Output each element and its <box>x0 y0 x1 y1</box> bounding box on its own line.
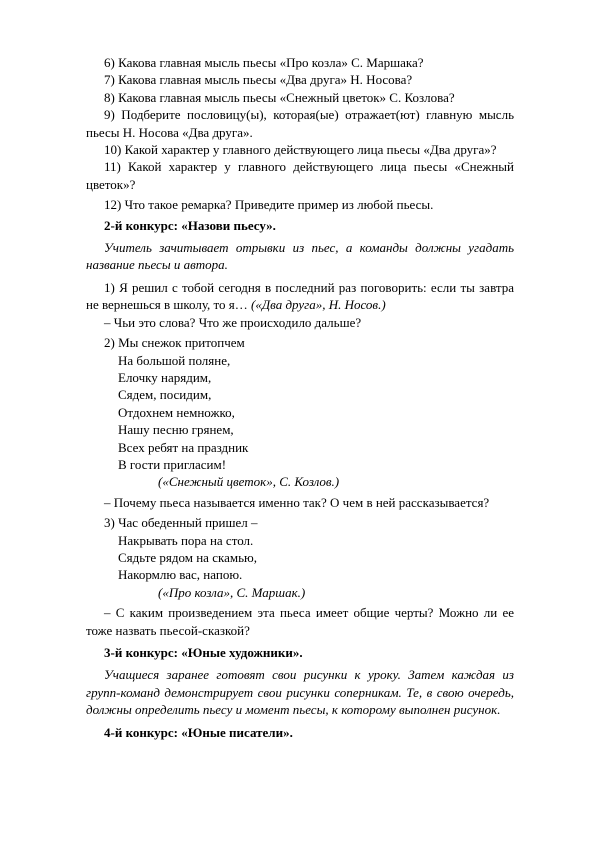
poem-line: Отдохнем немножко, <box>118 404 235 420</box>
excerpt-2-first-line: 2) Мы снежок притопчем <box>104 335 245 351</box>
question-7: 7) Какова главная мысль пьесы «Два друга» Н. Носова? <box>104 72 413 88</box>
excerpt-1-source: («Два друга», Н. Носов.) <box>251 297 386 313</box>
question-9: 9) Подберите пословицу(ы), которая(ые) отражает(ют) главную мысль пьесы Н. Носова «Два друга». <box>86 107 514 140</box>
contest-3-instruction: Учащиеся заранее готовят свои рисунки к уроку. Затем каждая из групп-команд демонстрирует свои рисунки соперникам. Те, в свою очередь, должны определить пьесу и момент пьесы, к которому выполнен рисунок. <box>86 667 514 718</box>
document-body <box>86 54 514 741</box>
poem-line: Накормлю вас, напою. <box>118 567 243 583</box>
contest-2-instruction: Учитель зачитывает отрывки из пьес, а команды должны угадать название пьесы и автора. <box>86 240 514 273</box>
question-6: 6) Какова главная мысль пьесы «Про козла» С. Маршака? <box>104 55 424 70</box>
poem-line: Нашу песню грянем, <box>118 422 234 438</box>
question-10: 10) Какой характер у главного действующего лица пьесы «Два друга»? <box>104 142 497 158</box>
excerpt-3-poem <box>86 532 514 584</box>
poem-line: Накрывать пора на стол. <box>118 532 254 548</box>
excerpt-3-source: («Про козла», С. Маршак.) <box>158 584 306 600</box>
excerpt-3-question: – С каким произведением эта пьеса имеет общие черты? Можно ли ее тоже назвать пьесой-сказкой? <box>86 605 514 638</box>
contest-4-heading: 4-й конкурс: «Юные писатели». <box>104 724 293 740</box>
poem-line: Сядьте рядом на скамью, <box>118 549 257 565</box>
poem-line: Всех ребят на праздник <box>118 439 249 455</box>
excerpt-2-question: – Почему пьеса называется именно так? О чем в ней рассказывается? <box>104 494 490 510</box>
poem-line: В гости пригласим! <box>118 456 227 472</box>
excerpt-1-text: 1) Я решил с тобой сегодня в последний раз поговорить: если ты завтра не вернешься в школу, то я… <box>86 279 514 313</box>
poem-line: На большой поляне, <box>118 352 231 368</box>
excerpt-1 <box>86 279 514 314</box>
excerpt-1-question: – Чьи это слова? Что же происходило дальше? <box>104 314 362 330</box>
contest-2-heading: 2-й конкурс: «Назови пьесу». <box>104 217 276 233</box>
question-12: 12) Что такое ремарка? Приведите пример из любой пьесы. <box>104 197 434 213</box>
poem-line: Сядем, посидим, <box>118 387 212 403</box>
excerpt-2-poem <box>86 352 514 474</box>
question-8: 8) Какова главная мысль пьесы «Снежный цветок» С. Козлова? <box>104 89 455 105</box>
contest-3-heading: 3-й конкурс: «Юные художники». <box>104 645 303 660</box>
excerpt-2-source: («Снежный цветок», С. Козлов.) <box>158 474 340 490</box>
poem-line: Елочку нарядим, <box>118 369 212 385</box>
excerpt-3-first-line: 3) Час обеденный пришел – <box>104 515 258 531</box>
question-11: 11) Какой характер у главного действующего лица пьесы «Снежный цветок»? <box>86 159 514 192</box>
